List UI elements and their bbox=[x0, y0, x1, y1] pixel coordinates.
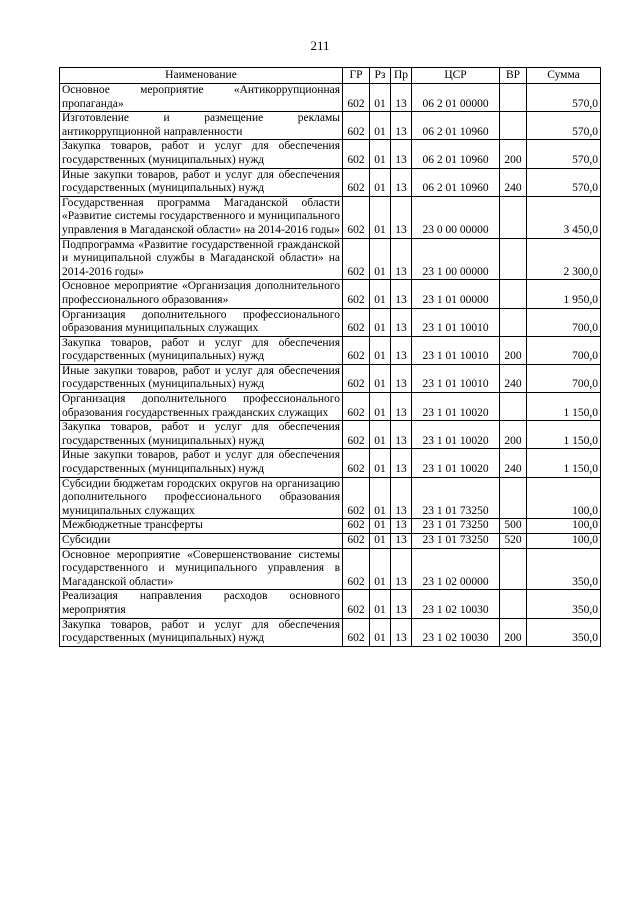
cell-pr: 13 bbox=[391, 112, 412, 140]
cell-csr: 06 2 01 10960 bbox=[412, 112, 500, 140]
cell-csr: 23 1 01 73250 bbox=[412, 519, 500, 534]
cell-rz: 01 bbox=[370, 196, 391, 238]
cell-csr: 23 1 01 73250 bbox=[412, 477, 500, 519]
cell-vr bbox=[500, 393, 527, 421]
cell-sum: 700,0 bbox=[527, 308, 601, 336]
cell-csr: 23 1 01 10010 bbox=[412, 336, 500, 364]
cell-rz: 01 bbox=[370, 168, 391, 196]
cell-sum: 350,0 bbox=[527, 590, 601, 618]
cell-csr: 23 1 00 00000 bbox=[412, 238, 500, 280]
cell-gr: 602 bbox=[343, 477, 370, 519]
cell-vr bbox=[500, 548, 527, 590]
cell-vr: 200 bbox=[500, 140, 527, 168]
table-row bbox=[60, 112, 601, 140]
table-row bbox=[60, 84, 601, 112]
table-row bbox=[60, 168, 601, 196]
cell-vr: 200 bbox=[500, 336, 527, 364]
cell-rz: 01 bbox=[370, 84, 391, 112]
cell-rz: 01 bbox=[370, 280, 391, 308]
table-row bbox=[60, 421, 601, 449]
cell-csr: 06 2 01 00000 bbox=[412, 84, 500, 112]
cell-name: Основное мероприятие «Совершенствование системы государственного и муниципального управления в Магаданской области» bbox=[60, 548, 343, 590]
cell-csr: 23 1 01 00000 bbox=[412, 280, 500, 308]
cell-vr bbox=[500, 238, 527, 280]
cell-gr: 602 bbox=[343, 140, 370, 168]
cell-rz: 01 bbox=[370, 140, 391, 168]
cell-vr: 240 bbox=[500, 449, 527, 477]
cell-gr: 602 bbox=[343, 336, 370, 364]
header-rz: Рз bbox=[370, 68, 391, 84]
cell-sum: 1 150,0 bbox=[527, 449, 601, 477]
cell-gr: 602 bbox=[343, 449, 370, 477]
cell-pr: 13 bbox=[391, 84, 412, 112]
cell-sum: 100,0 bbox=[527, 477, 601, 519]
table-row bbox=[60, 618, 601, 646]
cell-pr: 13 bbox=[391, 364, 412, 392]
cell-rz: 01 bbox=[370, 590, 391, 618]
table-row bbox=[60, 590, 601, 618]
cell-sum: 700,0 bbox=[527, 336, 601, 364]
cell-gr: 602 bbox=[343, 519, 370, 534]
cell-csr: 23 1 02 10030 bbox=[412, 618, 500, 646]
table-row bbox=[60, 336, 601, 364]
cell-rz: 01 bbox=[370, 393, 391, 421]
cell-csr: 23 1 01 10020 bbox=[412, 421, 500, 449]
table-row bbox=[60, 308, 601, 336]
cell-pr: 13 bbox=[391, 421, 412, 449]
cell-sum: 350,0 bbox=[527, 548, 601, 590]
cell-gr: 602 bbox=[343, 238, 370, 280]
cell-pr: 13 bbox=[391, 140, 412, 168]
cell-rz: 01 bbox=[370, 519, 391, 534]
table-row bbox=[60, 364, 601, 392]
cell-pr: 13 bbox=[391, 238, 412, 280]
cell-gr: 602 bbox=[343, 393, 370, 421]
cell-sum: 570,0 bbox=[527, 112, 601, 140]
cell-sum: 3 450,0 bbox=[527, 196, 601, 238]
cell-pr: 13 bbox=[391, 534, 412, 549]
cell-pr: 13 bbox=[391, 336, 412, 364]
cell-sum: 1 950,0 bbox=[527, 280, 601, 308]
cell-vr bbox=[500, 112, 527, 140]
table-row bbox=[60, 196, 601, 238]
cell-pr: 13 bbox=[391, 308, 412, 336]
cell-gr: 602 bbox=[343, 196, 370, 238]
table-row bbox=[60, 534, 601, 549]
cell-gr: 602 bbox=[343, 421, 370, 449]
cell-name: Субсидии бюджетам городских округов на организацию дополнительного профессионального образования муниципальных служащих bbox=[60, 477, 343, 519]
table-row bbox=[60, 477, 601, 519]
cell-sum: 100,0 bbox=[527, 534, 601, 549]
budget-table bbox=[59, 67, 601, 647]
table-body bbox=[60, 84, 601, 647]
cell-name: Иные закупки товаров, работ и услуг для обеспечения государственных (муниципальных) нужд bbox=[60, 449, 343, 477]
cell-sum: 1 150,0 bbox=[527, 421, 601, 449]
cell-gr: 602 bbox=[343, 548, 370, 590]
cell-name: Субсидии bbox=[60, 534, 343, 549]
cell-csr: 23 1 01 10010 bbox=[412, 364, 500, 392]
cell-pr: 13 bbox=[391, 477, 412, 519]
cell-gr: 602 bbox=[343, 112, 370, 140]
table-header-row bbox=[60, 68, 601, 84]
cell-rz: 01 bbox=[370, 548, 391, 590]
cell-name: Закупка товаров, работ и услуг для обеспечения государственных (муниципальных) нужд bbox=[60, 336, 343, 364]
cell-sum: 570,0 bbox=[527, 140, 601, 168]
table-row bbox=[60, 548, 601, 590]
cell-name: Закупка товаров, работ и услуг для обеспечения государственных (муниципальных) нужд bbox=[60, 140, 343, 168]
cell-vr: 240 bbox=[500, 364, 527, 392]
header-gr: ГР bbox=[343, 68, 370, 84]
cell-csr: 23 1 02 10030 bbox=[412, 590, 500, 618]
page-number: 211 bbox=[310, 38, 330, 53]
cell-vr bbox=[500, 84, 527, 112]
cell-name: Реализация направления расходов основного мероприятия bbox=[60, 590, 343, 618]
cell-sum: 700,0 bbox=[527, 364, 601, 392]
cell-name: Закупка товаров, работ и услуг для обеспечения государственных (муниципальных) нужд bbox=[60, 421, 343, 449]
cell-csr: 06 2 01 10960 bbox=[412, 168, 500, 196]
cell-vr: 520 bbox=[500, 534, 527, 549]
table-row bbox=[60, 238, 601, 280]
cell-sum: 1 150,0 bbox=[527, 393, 601, 421]
cell-pr: 13 bbox=[391, 519, 412, 534]
cell-csr: 23 1 01 10020 bbox=[412, 393, 500, 421]
cell-rz: 01 bbox=[370, 364, 391, 392]
cell-gr: 602 bbox=[343, 364, 370, 392]
cell-sum: 100,0 bbox=[527, 519, 601, 534]
cell-gr: 602 bbox=[343, 84, 370, 112]
cell-vr bbox=[500, 196, 527, 238]
cell-csr: 23 1 01 73250 bbox=[412, 534, 500, 549]
cell-vr bbox=[500, 477, 527, 519]
cell-csr: 06 2 01 10960 bbox=[412, 140, 500, 168]
cell-name: Организация дополнительного профессионального образования муниципальных служащих bbox=[60, 308, 343, 336]
cell-pr: 13 bbox=[391, 449, 412, 477]
table-row bbox=[60, 393, 601, 421]
cell-name: Государственная программа Магаданской области «Развитие системы государственного и муниципального управления в Магаданской области» на 2014-2016 годы» bbox=[60, 196, 343, 238]
cell-gr: 602 bbox=[343, 168, 370, 196]
table-row bbox=[60, 140, 601, 168]
cell-pr: 13 bbox=[391, 393, 412, 421]
header-vr: ВР bbox=[500, 68, 527, 84]
cell-name: Закупка товаров, работ и услуг для обеспечения государственных (муниципальных) нужд bbox=[60, 618, 343, 646]
cell-vr bbox=[500, 280, 527, 308]
cell-gr: 602 bbox=[343, 280, 370, 308]
cell-rz: 01 bbox=[370, 618, 391, 646]
cell-rz: 01 bbox=[370, 449, 391, 477]
header-name: Наименование bbox=[60, 68, 343, 84]
cell-vr: 240 bbox=[500, 168, 527, 196]
cell-rz: 01 bbox=[370, 477, 391, 519]
cell-name: Основное мероприятие «Организация дополнительного профессионального образования» bbox=[60, 280, 343, 308]
cell-pr: 13 bbox=[391, 618, 412, 646]
cell-pr: 13 bbox=[391, 196, 412, 238]
table-row bbox=[60, 280, 601, 308]
cell-gr: 602 bbox=[343, 590, 370, 618]
cell-name: Подпрограмма «Развитие государственной гражданской и муниципальной службы в Магаданской области» на 2014-2016 годы» bbox=[60, 238, 343, 280]
table-row bbox=[60, 519, 601, 534]
cell-vr: 200 bbox=[500, 421, 527, 449]
cell-pr: 13 bbox=[391, 168, 412, 196]
header-sum: Сумма bbox=[527, 68, 601, 84]
cell-name: Иные закупки товаров, работ и услуг для обеспечения государственных (муниципальных) нужд bbox=[60, 364, 343, 392]
cell-rz: 01 bbox=[370, 112, 391, 140]
cell-rz: 01 bbox=[370, 336, 391, 364]
cell-sum: 2 300,0 bbox=[527, 238, 601, 280]
cell-pr: 13 bbox=[391, 280, 412, 308]
cell-csr: 23 1 02 00000 bbox=[412, 548, 500, 590]
cell-gr: 602 bbox=[343, 618, 370, 646]
cell-csr: 23 0 00 00000 bbox=[412, 196, 500, 238]
cell-rz: 01 bbox=[370, 238, 391, 280]
cell-pr: 13 bbox=[391, 548, 412, 590]
cell-name: Организация дополнительного профессионального образования государственных гражданских служащих bbox=[60, 393, 343, 421]
cell-vr: 200 bbox=[500, 618, 527, 646]
cell-gr: 602 bbox=[343, 534, 370, 549]
cell-pr: 13 bbox=[391, 590, 412, 618]
header-csr: ЦСР bbox=[412, 68, 500, 84]
cell-vr bbox=[500, 308, 527, 336]
cell-csr: 23 1 01 10020 bbox=[412, 449, 500, 477]
cell-csr: 23 1 01 10010 bbox=[412, 308, 500, 336]
cell-name: Межбюджетные трансферты bbox=[60, 519, 343, 534]
cell-name: Основное мероприятие «Антикоррупционная пропаганда» bbox=[60, 84, 343, 112]
cell-rz: 01 bbox=[370, 308, 391, 336]
cell-vr: 500 bbox=[500, 519, 527, 534]
cell-sum: 570,0 bbox=[527, 84, 601, 112]
cell-name: Изготовление и размещение рекламы антикоррупционной направленности bbox=[60, 112, 343, 140]
cell-sum: 350,0 bbox=[527, 618, 601, 646]
cell-vr bbox=[500, 590, 527, 618]
cell-rz: 01 bbox=[370, 534, 391, 549]
cell-gr: 602 bbox=[343, 308, 370, 336]
header-pr: Пр bbox=[391, 68, 412, 84]
table-row bbox=[60, 449, 601, 477]
cell-name: Иные закупки товаров, работ и услуг для обеспечения государственных (муниципальных) нужд bbox=[60, 168, 343, 196]
cell-sum: 570,0 bbox=[527, 168, 601, 196]
cell-rz: 01 bbox=[370, 421, 391, 449]
